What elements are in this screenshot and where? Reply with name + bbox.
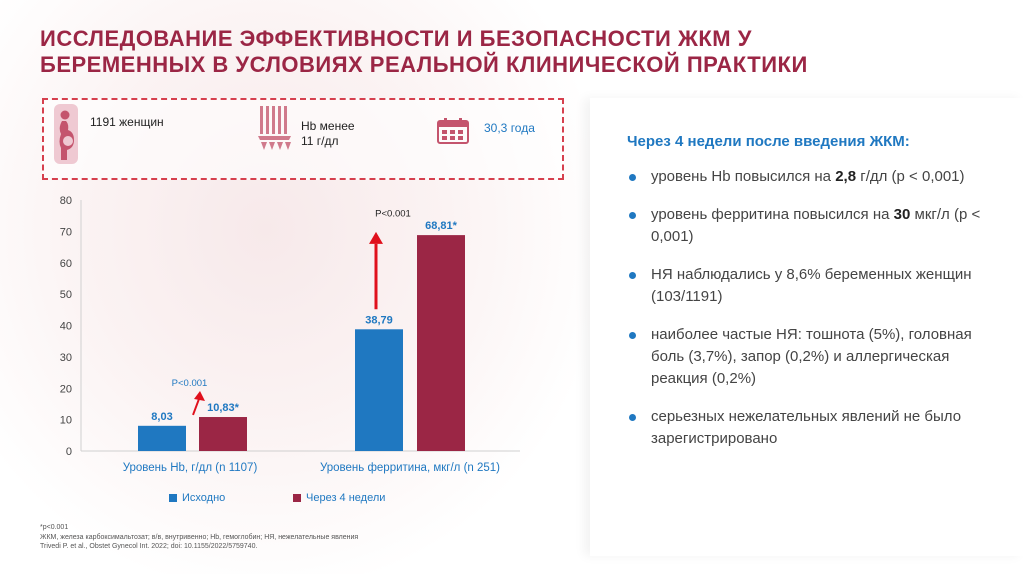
y-tick-label: 40 — [59, 320, 72, 333]
bullet-dot — [629, 272, 636, 279]
bar — [417, 235, 465, 451]
bullet-dot — [629, 212, 636, 219]
result-ae-rate-text: НЯ наблюдались у 8,6% беременных женщин (103/1191) — [651, 266, 972, 305]
result-hb-value: 2,8 — [835, 168, 857, 185]
bar-chart — [40, 188, 540, 488]
women-count: 1191 женщин — [90, 115, 164, 129]
y-tick-label: 70 — [59, 226, 72, 239]
bullet-dot — [629, 332, 636, 339]
legend-after-swatch — [293, 494, 301, 502]
result-item-common-ae — [626, 324, 996, 390]
result-item-ferritin — [626, 204, 996, 248]
legend-after — [293, 492, 385, 504]
x-category-label: Уровень Hb, г/дл (n 1107) — [122, 462, 258, 474]
significance-label: P<0.001 — [171, 377, 208, 389]
bar — [138, 426, 186, 451]
footnote-line2: ЖКМ, железа карбоксимальтозат; в/в, внутривенно; Hb, гемоглобин; НЯ, нежелательные явления — [40, 533, 359, 541]
result-item-serious-ae — [626, 406, 996, 450]
significance-arrow-head — [369, 232, 383, 244]
bar-value-label: 38,79 — [365, 314, 393, 327]
y-tick-label: 60 — [59, 257, 72, 270]
bullet-dot — [629, 414, 636, 421]
significance-arrow-shaft — [193, 399, 199, 415]
results-title: Через 4 недели после введения ЖКМ: — [627, 133, 910, 150]
legend-baseline-swatch — [169, 494, 177, 502]
pregnant-woman-icon — [52, 104, 80, 164]
result-common-ae-text: наиболее частые НЯ: тошнота (5%), головная боль (3,7%), запор (0,2%) и аллергическая реакция (0,2%) — [651, 326, 972, 387]
y-tick-label: 10 — [59, 414, 72, 427]
result-ferritin-value: 30 — [893, 206, 911, 223]
bar-value-label: 68,81* — [425, 220, 457, 233]
result-serious-ae-text: серьезных нежелательных явлений не было зарегистрировано — [651, 408, 962, 447]
test-tubes-icon — [258, 106, 292, 154]
result-ferritin-pre: уровень ферритина повысился на — [651, 206, 894, 223]
bar-value-label: 8,03 — [151, 410, 173, 423]
hb-threshold-line2: 11 г/дл — [301, 134, 339, 148]
result-item-ae-rate — [626, 264, 996, 308]
significance-arrow-head — [194, 391, 205, 401]
mean-age: 30,3 года — [484, 121, 535, 135]
y-tick-label: 20 — [59, 383, 72, 396]
y-tick-label: 80 — [59, 195, 72, 207]
legend-baseline-label: Исходно — [182, 492, 226, 504]
bar — [199, 417, 247, 451]
result-hb-post: г/дл (р < 0,001) — [856, 168, 965, 185]
significance-label: P<0.001 — [375, 208, 411, 220]
x-category-label: Уровень ферритина, мкг/л (n 251) — [319, 462, 501, 474]
y-tick-label: 30 — [59, 351, 72, 364]
calendar-icon — [437, 118, 469, 144]
results-list — [626, 166, 996, 466]
footnote — [40, 523, 560, 552]
footnote-line1: *p<0.001 — [40, 524, 69, 531]
bar — [355, 329, 403, 451]
result-item-hb — [626, 166, 996, 188]
footnote-line3: Trivedi P. et al., Obstet Gynecol Int. 2022; doi: 10.1155/2022/5759740. — [40, 543, 258, 550]
result-hb-pre: уровень Hb повысился на — [651, 168, 836, 185]
y-tick-label: 50 — [59, 289, 72, 302]
bullet-dot — [629, 174, 636, 181]
y-tick-label: 0 — [65, 446, 72, 458]
bar-value-label: 10,83* — [207, 402, 239, 415]
hb-threshold-line1: Hb менее — [301, 119, 355, 133]
result-ferritin-post: мкг/л (р < 0,001) — [651, 206, 981, 245]
legend-after-label: Через 4 недели — [306, 492, 386, 504]
legend-baseline — [169, 492, 225, 504]
page-title: ИССЛЕДОВАНИЕ ЭФФЕКТИВНОСТИ И БЕЗОПАСНОСТИ ЖКМ У БЕРЕМЕННЫХ В УСЛОВИЯХ РЕАЛЬНОЙ КЛИНИЧЕСКОЙ ПРАКТИКИ — [40, 26, 808, 77]
